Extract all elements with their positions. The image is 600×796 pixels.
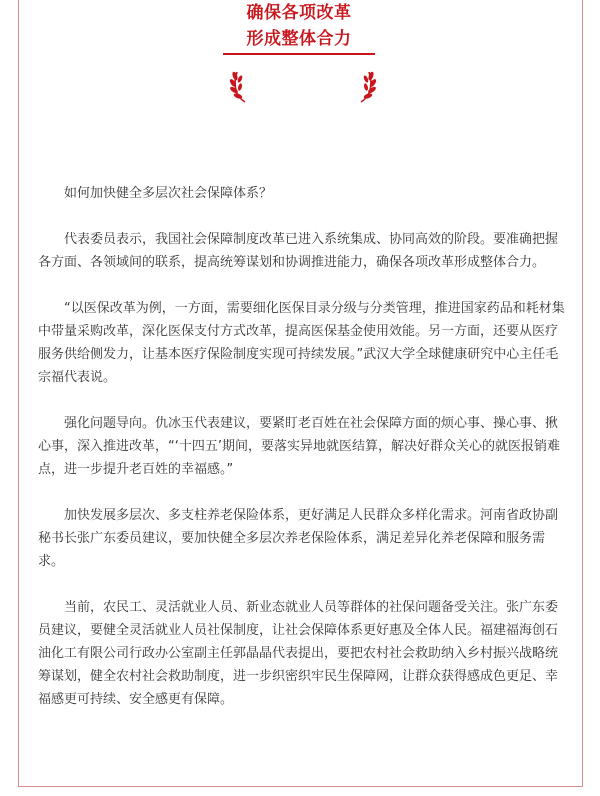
laurel-left-icon	[229, 68, 253, 104]
body-paragraph-5: 当前，农民工、灵活就业人员、新业态就业人员等群体的社保问题备受关注。张广东委员建议，要健全灵活就业人员社保制度，让社会保障体系更好惠及全体人民。福建福海创石油化工有限公司行政办公室副主任郭晶晶代表提出，要把农村社会救助纳入乡村振兴战略统筹谋划，健全农村社会救助制度，进一步织密织牢民生保障网，让群众获得感成色更足、幸福感更可持续、安全感更有保障。	[38, 600, 559, 707]
body-paragraph-2: “以医保改革为例，一方面，需要细化医保目录分级与分类管理，推进国家药品和耗材集中带量采购改革，深化医保支付方式改革，提高医保基金使用效能。另一方面，还要从医疗服务供给侧发力，让基本医疗保险制度实现可持续发展。”武汉大学全球健康研究中心主任毛宗福代表说。	[38, 301, 565, 385]
question-paragraph: 如何加快健全多层次社会保障体系？	[64, 186, 273, 201]
body-paragraph-3: 强化问题导向。仇冰玉代表建议，要紧盯老百姓在社会保障方面的烦心事、操心事、揪心事，深入推进改革，“‘十四五’期间，要落实异地就医结算，解决好群众关心的就医报销难点，进一步提升老百姓的幸福感。”	[38, 416, 561, 477]
laurel-right-icon	[353, 68, 377, 104]
section-title	[223, 0, 375, 56]
article-body	[38, 182, 568, 734]
body-paragraph-1: 代表委员表示，我国社会保障制度改革已进入系统集成、协同高效的阶段。要准确把握各方面、各领域间的联系，提高统筹谋划和协调推进能力，确保各项改革形成整体合力。	[38, 232, 559, 270]
title-line-1: 确保各项改革	[246, 3, 352, 23]
body-paragraph-4: 加快发展多层次、多支柱养老保险体系，更好满足人民群众多样化需求。河南省政协副秘书长张广东委员建议，要加快健全多层次养老保险体系，满足差异化养老保障和服务需求。	[38, 508, 559, 569]
title-line-2: 形成整体合力	[223, 26, 375, 55]
